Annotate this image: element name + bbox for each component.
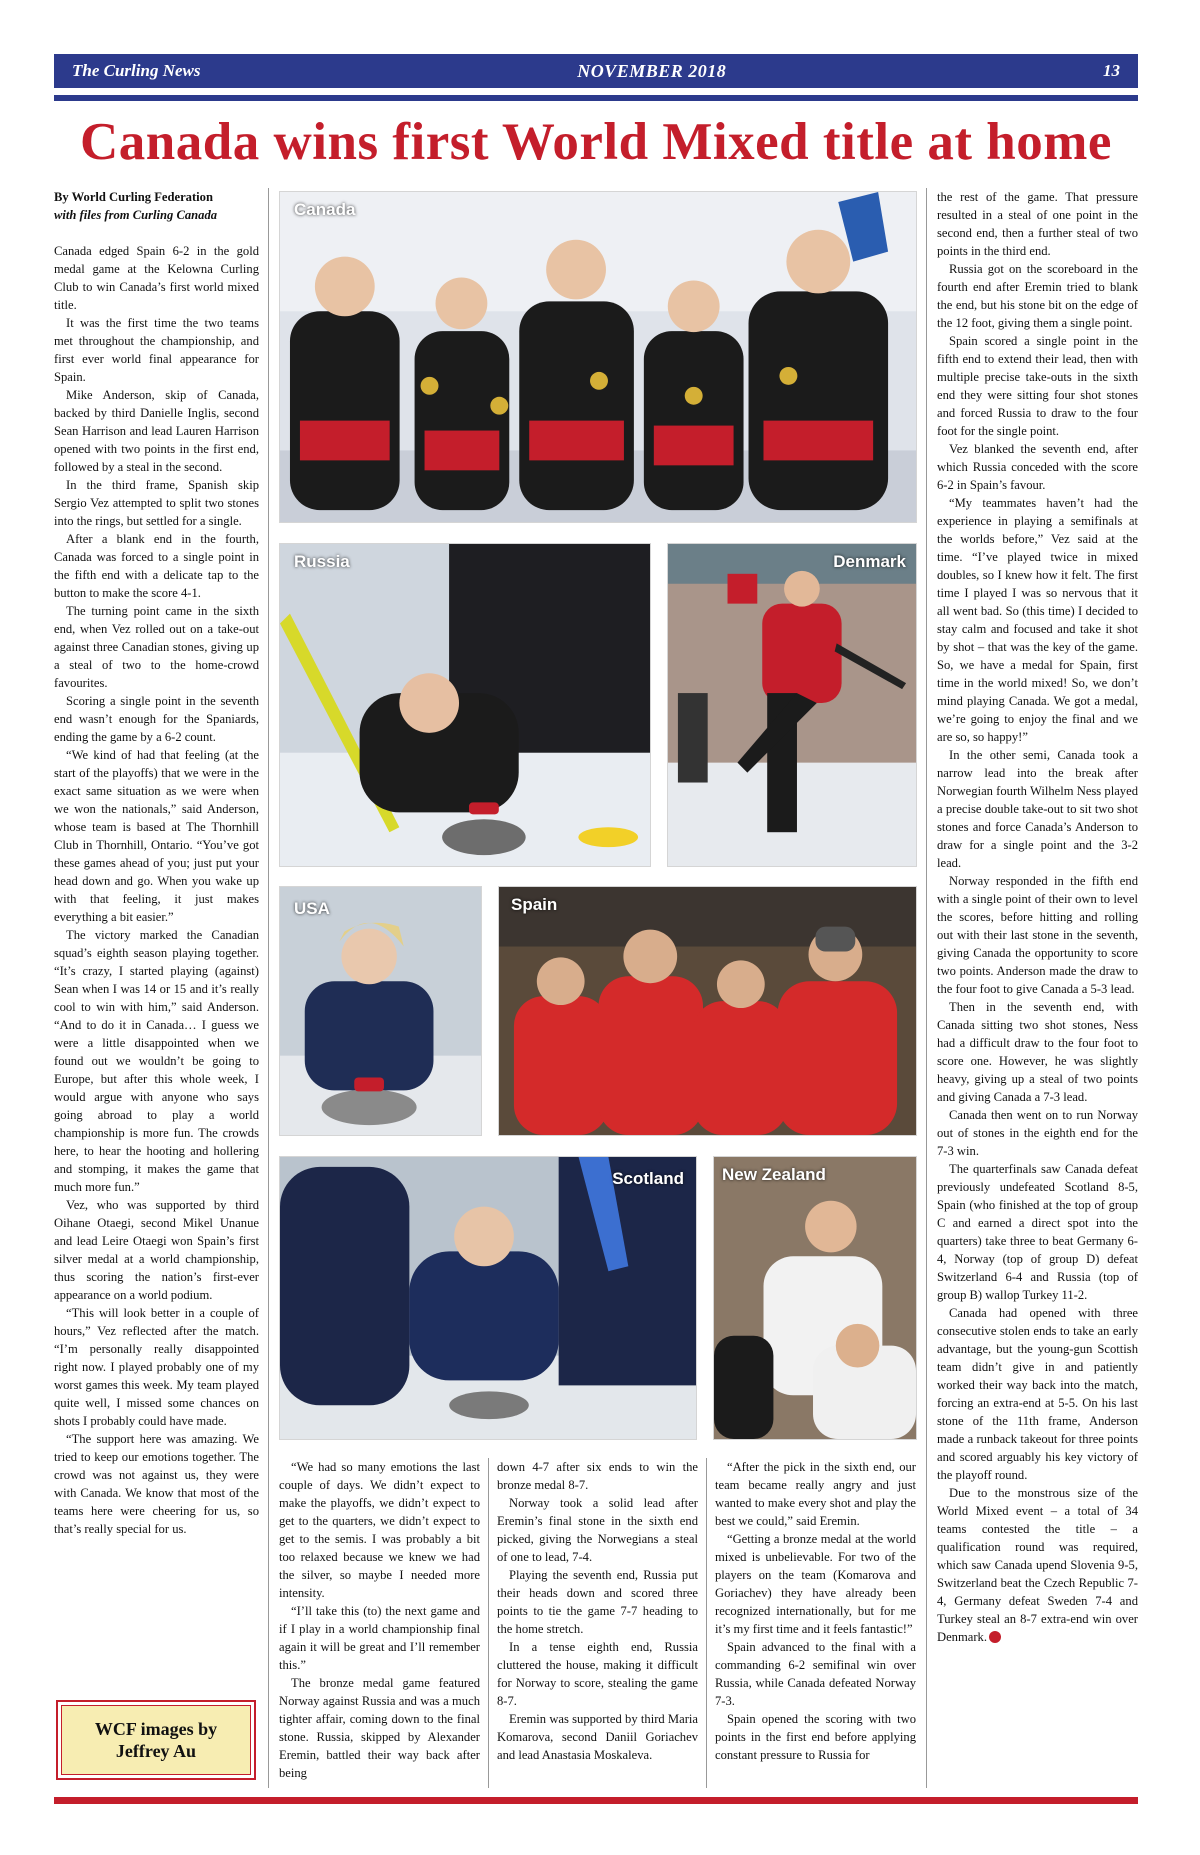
paragraph: Canada then went on to run Norway out of stones in the eighth end for the 7-3 win. [937, 1108, 1138, 1158]
paragraph: The turning point came in the sixth end, when Vez rolled out on a take-out against three Canadian stones, giving up a steal of two to the home-crowd favourites. [54, 604, 259, 690]
spain-team-photo [499, 887, 916, 1135]
headline: Canada wins first World Mixed title at home [80, 113, 1112, 171]
photo-usa [279, 886, 482, 1136]
credit-line-2: Jeffrey Au [115, 1741, 197, 1761]
paragraph: “Getting a bronze medal at the world mixed is unbelievable. For two of the players on the team (Komarova and Goriachev) they have already been recognized internationally, but for me it’s my first time and it feels fantastic!” [715, 1532, 916, 1636]
photo-scotland [279, 1156, 697, 1440]
scotland-curler-photo [280, 1157, 696, 1439]
photo-spain [498, 886, 917, 1136]
paragraph: “My teammates haven’t had the experience in playing a semifinals at the worlds before,” Vez said at the time. “I’ve played twice in mixed doubles, so I knew how it felt. The first time I played I was so nervous that it all went bad. So (this time) I decided to stay calm and focused and take it shot by shot – that was the key of the game. So, we have a medal for Spain, first time in the world mixed! So, we don’t mind playing Canada. We got a medal, we’re going to enjoy the final and we are so, so happy!” [937, 496, 1138, 744]
byline-sub: with files from Curling Canada [54, 208, 218, 222]
photo-canada [279, 191, 917, 523]
paragraph: “We kind of had that feeling (at the start of the playoffs) that we were in the exact same situation as we were when we won the nationals,” said Anderson, whose team is based at The Thornhill Club in Thornhill, Ontario. “You’ve got these games ahead of you; just put your head down and go. When you wake up with that feeling, it just makes everything a bit easier.” [54, 748, 259, 924]
issue-date: NOVEMBER 2018 [577, 60, 727, 81]
article-column-3 [497, 1458, 698, 1764]
paragraph-text: Due to the monstrous size of the World Mixed event – a total of 34 teams contested the title – a qualification round was required, which saw Canada upend Slovenia 9-5, Switzerland beat the Czech Republic 7-4, Germany defeat Sweden 7-4 and Turkey steal an 8-7 extra-end win over Denmark. [937, 1486, 1138, 1644]
publication-name: The Curling News [72, 61, 201, 80]
paragraph: “We had so many emotions the last couple of days. We didn’t expect to make the playoffs, we didn’t expect to get to the quarters, we didn’t expect to get to the semis. I was probably a bit too relaxed because we knew we had the silver, so maybe I needed more intensity. [279, 1460, 480, 1600]
column-divider [268, 188, 269, 1788]
header-rule [54, 95, 1138, 101]
paragraph: Norway responded in the fifth end with a single point of their own to level the scores, before hitting and rolling out with their last stone in the seventh, giving Canada the opportunity to score two points. Anderson made the draw to the four foot to give Canada a 5-3 lead. [937, 874, 1138, 996]
photo-label-scotland: Scotland [612, 1169, 684, 1188]
paragraph: “This will look better in a couple of hours,” Vez reflected after the match. “I’m personally really disappointed right now. I played probably one of my worst games this week. My team played quite well, I missed some chances on shots I probably could have made. [54, 1306, 259, 1428]
paragraph: The victory marked the Canadian squad’s eighth season playing together. “It’s crazy, I started playing (against) Sean when I was 14 or 15 and it’s really cool to win with him,” said Anderson. “And to do it in Canada… I guess we were a little disappointed when we found out we wouldn’t be going to Europe, but after this whole week, I would argue with anyone who says going abroad to play a world championship is more fun. The crowds here, to hear the hooting and hollering and stomping, it makes the game that much more fun.” [54, 928, 259, 1194]
photo-label-canada: Canada [294, 200, 356, 219]
russia-curler-photo [280, 544, 650, 866]
paragraph: Mike Anderson, skip of Canada, backed by third Danielle Inglis, second Sean Harrison and lead Lauren Harrison opened with two points in the first end, followed by a steal in the second. [54, 388, 259, 474]
paragraph [937, 1484, 1138, 1646]
paragraph: Playing the seventh end, Russia put their heads down and scored three points to tie the game 7-7 heading to the home stretch. [497, 1568, 698, 1636]
page-header [54, 54, 1138, 88]
paragraph: In a tense eighth end, Russia cluttered the house, making it difficult for Norway to score, stealing the game 8-7. [497, 1640, 698, 1708]
column-divider [488, 1458, 489, 1788]
column-divider [706, 1458, 707, 1788]
column-divider [926, 188, 927, 1788]
article-column-2 [279, 1458, 480, 1782]
paragraph: “After the pick in the sixth end, our team became really angry and just wanted to make every shot and play the best we could,” said Eremin. [715, 1460, 916, 1528]
paragraph: the rest of the game. That pressure resulted in a steal of one point in the second end, then a further steal of two points in the third end. [937, 190, 1138, 258]
paragraph: The bronze medal game featured Norway against Russia and was a much tighter affair, coming down to the final stone. Russia, skipped by Alexander Eremin, battled their way back after being [279, 1676, 480, 1780]
paragraph: In the other semi, Canada took a narrow lead into the break after Norwegian fourth Wilhelm Ness played a precise double take-out to sit two shot stones and force Canada’s Anderson to draw for a single point and the 3-2 lead. [937, 748, 1138, 870]
paragraph: Vez, who was supported by third Oihane Otaegi, second Mikel Unanue and lead Leire Otaegi won Spain’s first silver medal at a world championship, thus scoring the nation’s first-ever appearance on a world podium. [54, 1198, 259, 1302]
credit-line-1: WCF images by [94, 1719, 218, 1739]
article-column-1 [54, 188, 259, 1688]
photo-label-spain: Spain [511, 895, 558, 914]
photo-label-new-zealand: New Zealand [722, 1165, 826, 1184]
footer-rule [54, 1797, 1138, 1804]
article-column-5 [937, 188, 1138, 1646]
photo-label-denmark: Denmark [833, 552, 906, 571]
paragraph: Canada had opened with three consecutive stolen ends to take an early advantage, but the young-gun Scottish team didn’t give in and patiently worked their way back into the match, forcing an extra-end at 5-5. On his last stone of the 11th frame, Anderson made a runback takeout for three points and scored arguably his key victory of the playoff round. [937, 1306, 1138, 1482]
paragraph: Russia got on the scoreboard in the fourth end after Eremin tried to blank the end, but his stone bit on the edge of the 12 foot, giving them a single point. [937, 262, 1138, 330]
page-number: 13 [1103, 61, 1120, 80]
paragraph: “I’ll take this (to) the next game and if I play in a world championship final again it will be great and I’ll remember this.” [279, 1604, 480, 1672]
paragraph: Scoring a single point in the seventh end wasn’t enough for the Spaniards, ending the game by a 6-2 count. [54, 694, 259, 744]
paragraph: Spain advanced to the final with a commanding 6-2 semifinal win over Russia, while Canada defeated Norway 7-3. [715, 1640, 916, 1708]
paragraph: Canada edged Spain 6-2 in the gold medal game at the Kelowna Curling Club to win Canada’s first world mixed title. [54, 244, 259, 312]
photo-new-zealand [713, 1156, 917, 1440]
paragraph: “The support here was amazing. We tried to keep our emotions together. The crowd was not against us, they were with Canada. We know that most of the teams here were cheering for us, so that’s really special for us. [54, 1432, 259, 1536]
byline: By World Curling Federation [54, 190, 213, 204]
denmark-curler-photo [668, 544, 916, 866]
paragraph: Spain scored a single point in the fifth end to extend their lead, then with multiple precise take-outs in the sixth end they were sitting four shot stones and forced Russia to draw to the four foot for the single point. [937, 334, 1138, 438]
paragraph: Then in the seventh end, with Canada sitting two shot stones, Ness had a difficult draw to the four foot to score one. However, he was slightly heavy, giving up a steal of two points and giving Canada a 7-3 lead. [937, 1000, 1138, 1104]
canada-team-photo [280, 192, 916, 522]
photo-label-russia: Russia [294, 552, 350, 571]
photo-russia [279, 543, 651, 867]
new-zealand-curler-photo [714, 1157, 916, 1439]
paragraph: It was the first time the two teams met throughout the championship, and first ever world final appearance for Spain. [54, 316, 259, 384]
paragraph: The quarterfinals saw Canada defeat previously undefeated Scotland 8-5, Spain (who finished at the top of group C and earned a direct spot into the quarters) take three to beat Germany 6-4, Norway (top of group D) defeat Switzerland 6-4 and Russia (top of group B) wallop Turkey 11-2. [937, 1162, 1138, 1302]
paragraph: In the third frame, Spanish skip Sergio Vez attempted to split two stones into the rings, but settled for a single. [54, 478, 259, 528]
paragraph: Vez blanked the seventh end, after which Russia conceded with the score 6-2 in Spain’s favour. [937, 442, 1138, 492]
paragraph: down 4-7 after six ends to win the bronze medal 8-7. [497, 1460, 698, 1492]
end-of-story-icon [989, 1631, 1001, 1643]
photo-credit-box [56, 1700, 256, 1780]
usa-curler-photo [280, 887, 481, 1135]
article-column-4 [715, 1458, 916, 1764]
paragraph: Spain opened the scoring with two points in the first end before applying constant pressure to Russia for [715, 1712, 916, 1762]
paragraph: After a blank end in the fourth, Canada was forced to a single point in the fifth end with a delicate tap to the button to make the score 4-1. [54, 532, 259, 600]
paragraph: Eremin was supported by third Maria Komarova, second Daniil Goriachev and lead Anastasia Moskaleva. [497, 1712, 698, 1762]
photo-denmark [667, 543, 917, 867]
paragraph: Norway took a solid lead after Eremin’s final stone in the sixth end picked, giving the Norwegians a steal of one to lead, 7-4. [497, 1496, 698, 1564]
photo-label-usa: USA [294, 899, 330, 918]
